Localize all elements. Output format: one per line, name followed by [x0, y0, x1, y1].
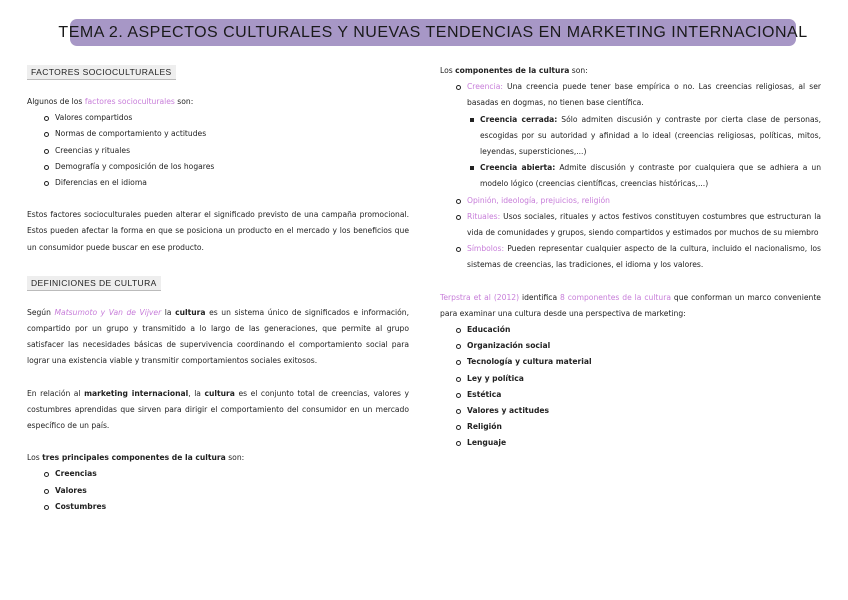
list-item: Educación — [440, 322, 821, 338]
author-citation: Terpstra et al (2012) — [440, 292, 520, 302]
list-item: Tecnología y cultura material — [440, 354, 821, 370]
list-item-creencia: Creencia: Una creencia puede tener base empírica o no. Las creencias religiosas, al ser basadas en dogmas, no tienen base científica. — [440, 79, 821, 111]
page-title: TEMA 2. ASPECTOS CULTURALES Y NUEVAS TENDENCIAS EN MARKETING INTERNACIONAL — [70, 19, 796, 46]
list-item: Valores — [27, 483, 409, 499]
author-citation: Matsumoto y Van de Vijver — [54, 307, 162, 317]
list-item: Demografía y composición de los hogares — [27, 159, 409, 175]
list-item: Estética — [440, 387, 821, 403]
list-item-opinion: Opinión, ideología, prejuicios, religión — [440, 193, 821, 209]
list-item: Diferencias en el idioma — [27, 175, 409, 191]
definicion-matsumoto: Según Matsumoto y Van de Vijver la cultura es un sistema único de significados e información, compartido por un grupo y transmitido a lo largo de las generaciones, que permite al grupo satisfacer las necesidades básicas de supervivencia coordinando el comportamiento social para lograr una existencia viable y transmitir comportamientos sociales exitosos. — [27, 307, 410, 366]
list-item-rituales: Rituales: Usos sociales, rituales y actos festivos constituyen costumbres que estructuran la vida de comunidades y grupos, siendo compartidos y estimados por muchos de su miembro — [440, 209, 821, 241]
list-item: Valores compartidos — [27, 110, 409, 126]
factores-term: factores socioculturales — [84, 97, 175, 106]
list-item: Normas de comportamiento y actitudes — [27, 126, 409, 142]
list-item: Costumbres — [27, 499, 409, 515]
definicion-marketing: En relación al marketing internacional, la cultura es el conjunto total de creencias, valores y costumbres aprendidas que sirven para dirigir el comportamiento del consumidor en un mercado específico de un país. — [27, 388, 409, 431]
right-column — [440, 63, 821, 452]
list-item: Creencias y rituales — [27, 143, 409, 159]
list-item: Lenguaje — [440, 435, 821, 451]
list-item: Creencias — [27, 466, 409, 482]
componentes-cultura-list — [440, 79, 821, 273]
list-item: Valores y actitudes — [440, 403, 821, 419]
left-column — [27, 60, 409, 515]
factores-paragraph: Estos factores socioculturales pueden alterar el significado previsto de una campaña promocional. Estos pueden afectar la forma en que se posiciona un producto en el mercado y los beneficios que un consumidor puede buscar en ese producto. — [27, 210, 409, 252]
factores-intro: Algunos de los factores socioculturales son: — [27, 97, 194, 106]
sublist-item-creencia-cerrada: Creencia cerrada: Sólo admiten discusión y contraste por cierta clase de personas, escogidas por su autoridad y afinidad a lo ideal (creencias religiosas, políticas, mitos, leyendas, supersticiones,...) — [440, 112, 821, 161]
componentes-cultura-intro: Los componentes de la cultura son: — [440, 66, 588, 75]
componentes-intro: Los tres principales componentes de la cultura son: — [27, 453, 245, 463]
sublist-item-creencia-abierta: Creencia abierta: Admite discusión y contraste por cualquiera que se adhiera a un modelo lógico (creencias científicas, creencias históricas,...) — [440, 160, 821, 192]
list-item: Organización social — [440, 338, 821, 354]
section-heading-factores: FACTORES SOCIOCULTURALES — [27, 65, 176, 80]
list-item-simbolos: Símbolos: Pueden representar cualquier aspecto de la cultura, incluido el nacionalismo, los sistemas de creencias, las tradiciones, el idioma y los valores. — [440, 241, 821, 273]
terpstra-paragraph: Terpstra et al (2012) identifica 8 componentes de la cultura que conforman un marco conveniente para examinar una cultura desde una perspectiva de marketing: — [440, 292, 821, 318]
factores-list — [27, 110, 409, 191]
list-item: Ley y política — [440, 371, 821, 387]
componentes-list — [27, 466, 409, 515]
section-heading-definiciones: DEFINICIONES DE CULTURA — [27, 276, 161, 291]
list-item: Religión — [440, 419, 821, 435]
ocho-componentes-list — [440, 322, 821, 452]
